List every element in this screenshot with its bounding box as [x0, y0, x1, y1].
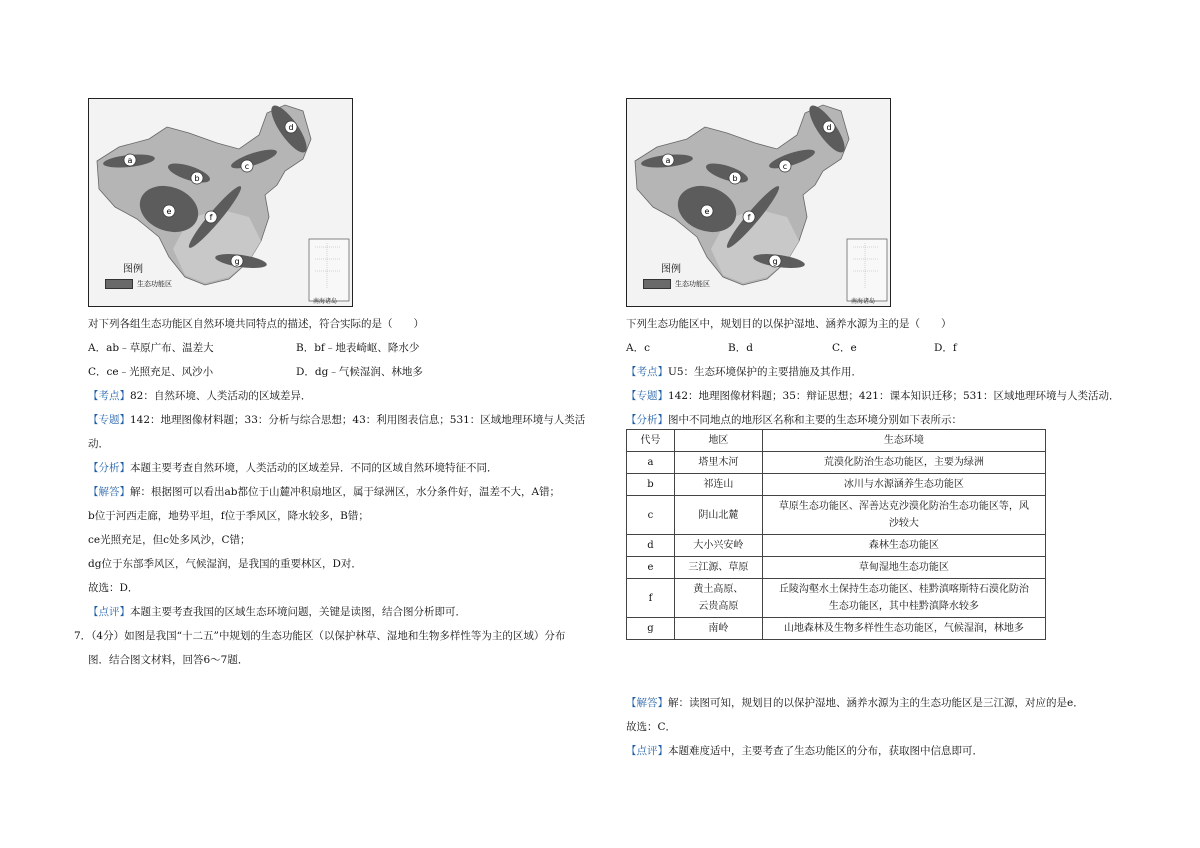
legend-title: 图例: [661, 264, 681, 275]
table-row: [627, 579, 1046, 618]
q7-stem: 下列生态功能区中，规划目的以保护湿地、涵养水源为主的是（ ）: [626, 318, 952, 330]
table-cell-region: 阴山北麓: [674, 496, 762, 535]
table-cell-region: 塔里木河: [674, 452, 762, 474]
q6-option-a[interactable]: A．ab﹣草原广布、温差大: [88, 342, 214, 354]
q7-option-c[interactable]: C．e: [832, 342, 857, 354]
marker-d-label: d: [826, 123, 832, 132]
q7-option-d[interactable]: D．f: [934, 342, 957, 354]
table-cell-code: e: [627, 557, 675, 579]
jieda-left-3: ce光照充足，但c处多风沙，C错；: [88, 534, 251, 546]
zhuanti-text: 142：地理图像材料题；35：辩证思想；421：课本知识迁移；531：区域地理环境与人类活动．: [668, 390, 1120, 402]
inset-label: 南海诸岛: [313, 298, 338, 305]
table-row: [627, 618, 1046, 640]
q6-option-b[interactable]: B．bf﹣地表崎岖、降水少: [296, 342, 420, 354]
dianping-text: 本题主要考查我国的区域生态环境问题，关键是读图，结合图分析即可．: [130, 606, 466, 618]
legend-label: 生态功能区: [675, 280, 710, 288]
kaodian-tag: 【考点】: [88, 390, 130, 402]
table-header-row: [627, 430, 1046, 452]
zhuanti-tag: 【专题】: [626, 390, 668, 402]
table-row: [627, 474, 1046, 496]
marker-d-label: d: [288, 123, 294, 132]
marker-e-label: e: [166, 207, 172, 216]
zhuanti-text: 142：地理图像材料题；33：分析与综合思想；43：利用图表信息；531：区域地理环境与人类活: [130, 414, 586, 426]
table-cell-environment: 丘陵沟壑水土保持生态功能区、桂黔滇喀斯特石漠化防治生态功能区，其中桂黔滇降水较多: [762, 579, 1045, 618]
kaodian-text: U5：生态环境保护的主要措施及其作用．: [668, 366, 863, 378]
table-cell-code: b: [627, 474, 675, 496]
eco-zone-map-left: [88, 98, 353, 307]
table-cell-environment: 山地森林及生物多样性生态功能区，气候湿润，林地多: [762, 618, 1045, 640]
table-row: [627, 557, 1046, 579]
marker-c-label: c: [782, 162, 788, 171]
answer-left: 故选：D．: [88, 582, 139, 594]
table-cell-region: 三江源、草原: [674, 557, 762, 579]
eco-zone-table-body: [627, 430, 1046, 640]
q6-option-c[interactable]: C．ce﹣光照充足、风沙小: [88, 366, 214, 378]
fenxi-text: 图中不同地点的地形区名称和主要的生态环境分别如下表所示：: [668, 414, 962, 426]
table-row: [627, 452, 1046, 474]
dianping-text: 本题难度适中，主要考查了生态功能区的分布，获取图中信息即可．: [668, 745, 983, 757]
table-cell-environment: 草原生态功能区、浑善达克沙漠化防治生态功能区等，风沙较大: [762, 496, 1045, 535]
table-cell-region: 祁连山: [674, 474, 762, 496]
south-sea-inset: [847, 239, 887, 301]
marker-a-label: a: [665, 156, 671, 165]
marker-c-label: c: [244, 162, 250, 171]
fenxi-right: [626, 413, 962, 427]
kaodian-text: 82：自然环境、人类活动的区域差异．: [130, 390, 312, 402]
south-sea-inset: [309, 239, 349, 301]
zhuanti-left: [88, 413, 585, 427]
marker-f-label: f: [747, 213, 751, 222]
dianping-tag: 【点评】: [88, 606, 130, 618]
table-header-cell: 地区: [674, 430, 762, 452]
dianping-tag: 【点评】: [626, 745, 668, 757]
jieda-text: 解：读图可知，规划目的以保护湿地、涵养水源为主的生态功能区是三江源，对应的是e．: [668, 697, 1084, 709]
legend-swatch: [105, 279, 133, 289]
table-cell-region: 黄土高原、云贵高原: [674, 579, 762, 618]
table-cell-region: 大小兴安岭: [674, 535, 762, 557]
table-cell-code: c: [627, 496, 675, 535]
legend-swatch: [643, 279, 671, 289]
marker-g-label: g: [234, 257, 240, 266]
fenxi-tag: 【分析】: [88, 462, 130, 474]
dianping-left: [88, 605, 466, 619]
dianping-right: [626, 744, 983, 758]
marker-b-label: b: [194, 174, 200, 183]
marker-f-label: f: [209, 213, 213, 222]
jieda-tag: 【解答】: [88, 486, 130, 498]
q7-intro-cont: 图．结合图文材料，回答6～7题．: [88, 654, 249, 666]
kaodian-right: [626, 365, 862, 379]
legend-label: 生态功能区: [137, 280, 172, 288]
table-cell-code: f: [627, 579, 675, 618]
eco-zone-map-right: [626, 98, 891, 307]
zhuanti-right: [626, 389, 1119, 403]
zhuanti-left-cont: 动．: [88, 438, 109, 450]
legend-title: 图例: [123, 264, 143, 275]
kaodian-tag: 【考点】: [626, 366, 668, 378]
fenxi-text: 本题主要考查自然环境，人类活动的区域差异．不同的区域自然环境特征不同．: [130, 462, 498, 474]
q6-stem: 对下列各组生态功能区自然环境共同特点的描述，符合实际的是（ ）: [88, 318, 424, 330]
jieda-left-2: b位于河西走廊，地势平坦，f位于季风区，降水较多，B错；: [88, 510, 369, 522]
q6-option-d[interactable]: D．dg﹣气候湿润、林地多: [296, 366, 423, 378]
answer-right: 故选：C．: [626, 721, 677, 733]
table-row: [627, 535, 1046, 557]
marker-a-label: a: [127, 156, 133, 165]
table-cell-code: g: [627, 618, 675, 640]
marker-b-label: b: [732, 174, 738, 183]
table-cell-code: a: [627, 452, 675, 474]
table-row: [627, 496, 1046, 535]
jieda-tag: 【解答】: [626, 697, 668, 709]
kaodian-left: [88, 389, 311, 403]
table-cell-environment: 冰川与水源涵养生态功能区: [762, 474, 1045, 496]
zhuanti-tag: 【专题】: [88, 414, 130, 426]
q7-option-b[interactable]: B．d: [728, 342, 753, 354]
q7-intro: 7．（4分）如图是我国“十二五”中规划的生态功能区（以保护林草、湿地和生物多样性等为主的区域）分布: [74, 630, 566, 642]
inset-label: 南海诸岛: [851, 298, 876, 305]
jieda-text: 解：根据图可以看出ab都位于山麓冲积扇地区，属于绿洲区，水分条件好，温差不大，A错；: [130, 486, 561, 498]
marker-g-label: g: [772, 257, 778, 266]
jieda-left: [88, 485, 560, 499]
marker-e-label: e: [704, 207, 710, 216]
table-cell-code: d: [627, 535, 675, 557]
fenxi-left: [88, 461, 498, 475]
table-cell-region: 南岭: [674, 618, 762, 640]
q7-option-a[interactable]: A．c: [626, 342, 650, 354]
jieda-left-4: dg位于东部季风区，气候湿润，是我国的重要林区，D对．: [88, 558, 362, 570]
table-cell-environment: 草甸湿地生态功能区: [762, 557, 1045, 579]
fenxi-tag: 【分析】: [626, 414, 668, 426]
table-header-cell: 生态环境: [762, 430, 1045, 452]
table-header-cell: 代号: [627, 430, 675, 452]
jieda-right: [626, 696, 1084, 710]
table-cell-environment: 荒漠化防治生态功能区，主要为绿洲: [762, 452, 1045, 474]
eco-zone-table: [626, 429, 1046, 640]
table-cell-environment: 森林生态功能区: [762, 535, 1045, 557]
